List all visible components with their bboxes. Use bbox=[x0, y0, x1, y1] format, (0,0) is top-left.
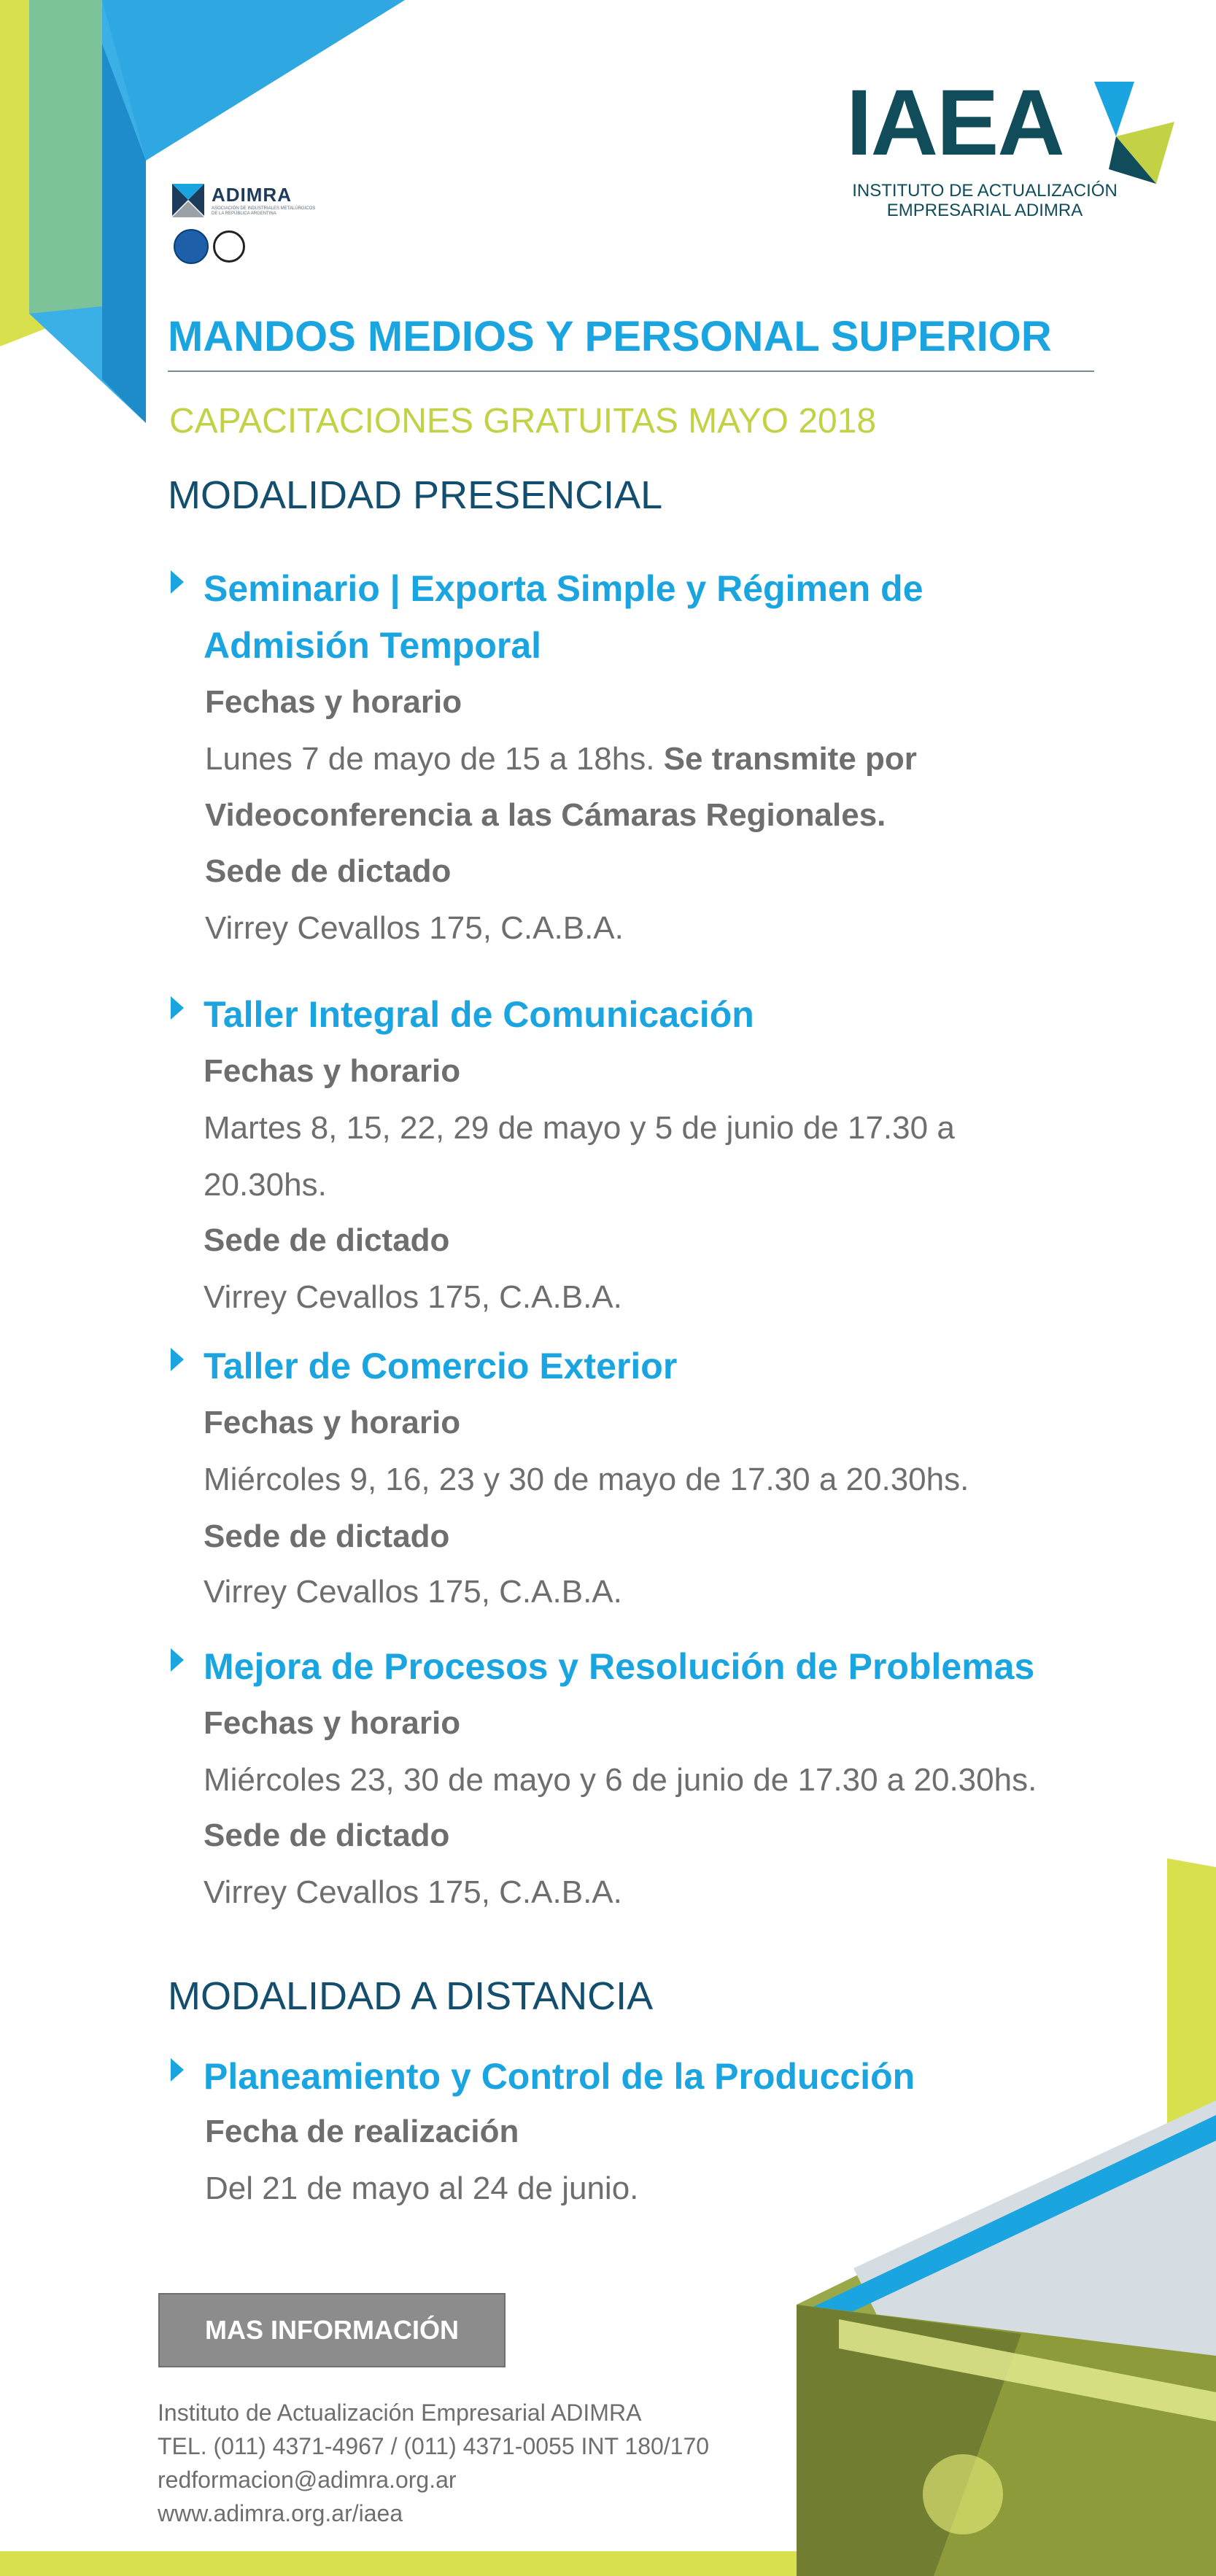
iaea-logo-icon bbox=[1094, 82, 1174, 184]
footer-email-link[interactable]: redformacion@adimra.org.ar bbox=[158, 2467, 457, 2493]
dates-value-line2: 20.30hs. bbox=[204, 1167, 327, 1203]
venue-value: Virrey Cevallos 175, C.A.B.A. bbox=[204, 1874, 622, 1910]
dates-value: Miércoles 9, 16, 23 y 30 de mayo de 17.30 a 20.30hs. bbox=[204, 1462, 969, 1497]
dates-value-line2 bbox=[205, 797, 886, 834]
certification-seal-icon bbox=[174, 229, 209, 264]
adimra-name: ADIMRA bbox=[212, 184, 292, 206]
dates-note-line2: Videoconferencia a las Cámaras Regionales. bbox=[205, 797, 886, 833]
venue-value: Virrey Cevallos 175, C.A.B.A. bbox=[204, 1574, 622, 1610]
page-title: MANDOS MEDIOS Y PERSONAL SUPERIOR bbox=[168, 313, 1052, 360]
arrow-right-icon bbox=[171, 1348, 184, 1371]
venue-value: Virrey Cevallos 175, C.A.B.A. bbox=[205, 910, 624, 946]
iaea-subtitle-1: INSTITUTO DE ACTUALIZACIÓN bbox=[852, 181, 1118, 201]
title-divider bbox=[168, 371, 1094, 372]
footer-phone: TEL. (011) 4371-4967 / (011) 4371-0055 INT 180/170 bbox=[158, 2433, 710, 2459]
arrow-right-icon bbox=[171, 1648, 184, 1672]
dates-note: Se transmite por bbox=[663, 741, 917, 777]
iaea-logo-text: IAEA bbox=[846, 71, 1064, 175]
dates-label: Fechas y horario bbox=[204, 1405, 461, 1440]
dates-label: Fechas y horario bbox=[204, 1705, 461, 1741]
venue-label: Sede de dictado bbox=[204, 1518, 450, 1554]
dates-value bbox=[205, 741, 917, 777]
adimra-tagline: ASOCIACIÓN DE INDUSTRIALES METALÚRGICOS DE LA REPÚBLICA ARGENTINA bbox=[212, 206, 316, 216]
iaea-subtitle-2: EMPRESARIAL ADIMRA bbox=[886, 201, 1083, 220]
course-title: Taller de Comercio Exterior bbox=[204, 1346, 678, 1386]
adimra-logo-icon bbox=[172, 184, 204, 217]
venue-label: Sede de dictado bbox=[204, 1817, 450, 1853]
page-subtitle: CAPACITACIONES GRATUITAS MAYO 2018 bbox=[169, 402, 877, 441]
dates-text: Lunes 7 de mayo de 15 a 18hs. bbox=[205, 741, 664, 777]
dates-label: Fechas y horario bbox=[204, 1053, 461, 1089]
footer-website-link[interactable]: www.adimra.org.ar/iaea bbox=[158, 2500, 403, 2526]
footer-org: Instituto de Actualización Empresarial ADIMRA bbox=[158, 2400, 642, 2426]
dates-label: Fecha de realización bbox=[205, 2114, 519, 2149]
dates-value: Martes 8, 15, 22, 29 de mayo y 5 de junio de 17.30 a bbox=[204, 1110, 955, 1146]
venue-label: Sede de dictado bbox=[204, 1222, 450, 1258]
dates-value: Miércoles 23, 30 de mayo y 6 de junio de 17.30 a 20.30hs. bbox=[204, 1762, 1037, 1798]
dates-value: Del 21 de mayo al 24 de junio. bbox=[205, 2170, 639, 2206]
venue-label: Sede de dictado bbox=[205, 853, 452, 889]
course-title: Planeamiento y Control de la Producción bbox=[204, 2056, 915, 2097]
dates-label: Fechas y horario bbox=[205, 684, 462, 720]
section-heading-presencial: MODALIDAD PRESENCIAL bbox=[168, 473, 663, 517]
bottom-lime-bar bbox=[0, 2551, 797, 2576]
arrow-right-icon bbox=[171, 996, 184, 1020]
section-heading-distancia: MODALIDAD A DISTANCIA bbox=[168, 1974, 654, 2018]
arrow-right-icon bbox=[171, 570, 184, 594]
course-title: Seminario | Exporta Simple y Régimen de bbox=[204, 568, 923, 609]
more-info-button[interactable]: MAS INFORMACIÓN bbox=[158, 2293, 506, 2367]
certification-seal-icon bbox=[213, 230, 245, 263]
venue-value: Virrey Cevallos 175, C.A.B.A. bbox=[204, 1279, 622, 1315]
course-title: Taller Integral de Comunicación bbox=[204, 994, 754, 1035]
course-title-line2: Admisión Temporal bbox=[204, 625, 542, 666]
adimra-logo bbox=[172, 184, 325, 264]
course-title: Mejora de Procesos y Resolución de Problemas bbox=[204, 1646, 1035, 1687]
arrow-right-icon bbox=[171, 2058, 184, 2082]
